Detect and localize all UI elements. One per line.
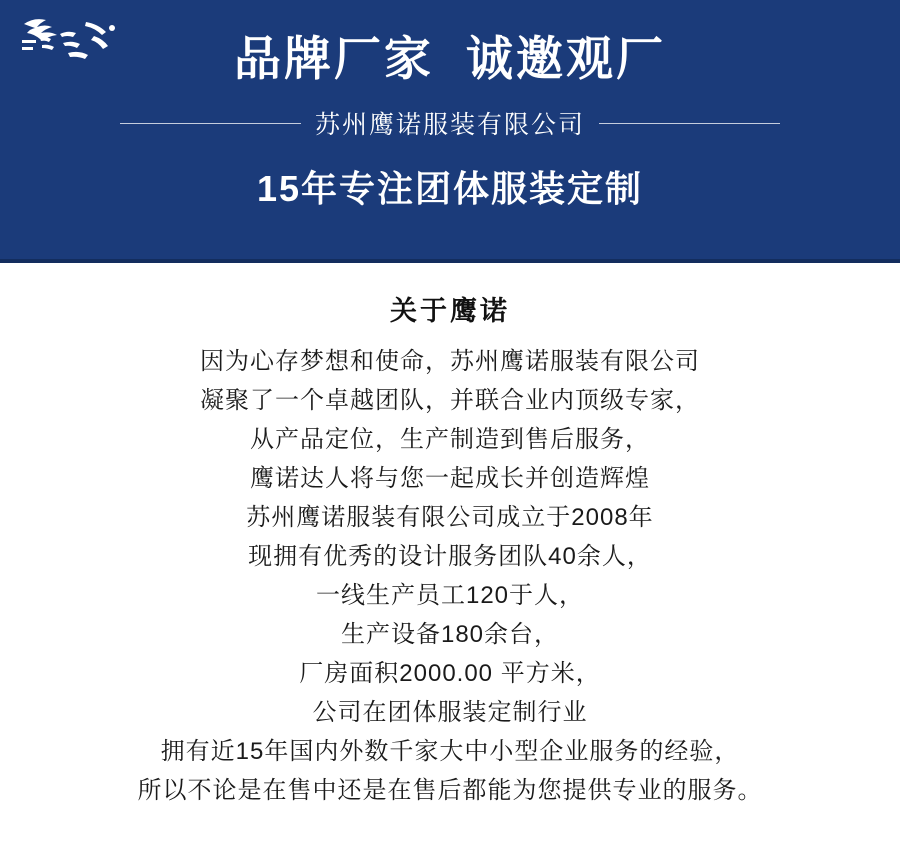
about-line: 生产设备180余台， — [340, 621, 560, 648]
divider-left — [120, 123, 301, 124]
about-line: 从产品定位，生产制造到售后服务， — [250, 426, 650, 453]
divider-right — [599, 123, 780, 124]
banner-subtitle: 苏州鹰诺服装有限公司 — [315, 111, 586, 140]
about-line: 厂房面积2000.00 平方米， — [299, 660, 601, 687]
about-line: 因为心存梦想和使命，苏州鹰诺服装有限公司 — [200, 348, 700, 375]
eagle-brand-logo-icon — [16, 14, 124, 70]
about-line: 鹰诺达人将与您一起成长并创造辉煌 — [250, 465, 650, 492]
about-section — [0, 263, 900, 852]
about-line: 公司在团体服装定制行业 — [312, 699, 588, 726]
banner-title: 品牌厂家 诚邀观厂 — [233, 32, 667, 85]
page-title: 关于鹰诺 — [390, 296, 510, 326]
about-line: 拥有近15年国内外数千家大中小型企业服务的经验， — [160, 738, 740, 765]
about-line: 现拥有优秀的设计服务团队40余人， — [248, 543, 652, 570]
banner-bottom-edge — [0, 259, 900, 263]
banner-tagline: 15年专注团体服装定制 — [256, 168, 644, 210]
about-line: 一线生产员工120于人， — [315, 582, 585, 609]
about-line: 所以不论是在售中还是在售后都能为您提供专业的服务。 — [137, 777, 763, 804]
about-line: 凝聚了一个卓越团队，并联合业内顶级专家， — [200, 387, 700, 414]
about-line: 苏州鹰诺服装有限公司成立于2008年 — [246, 504, 654, 531]
about-body — [40, 342, 860, 810]
hero-banner — [0, 0, 900, 263]
banner-subtitle-row — [120, 105, 780, 141]
